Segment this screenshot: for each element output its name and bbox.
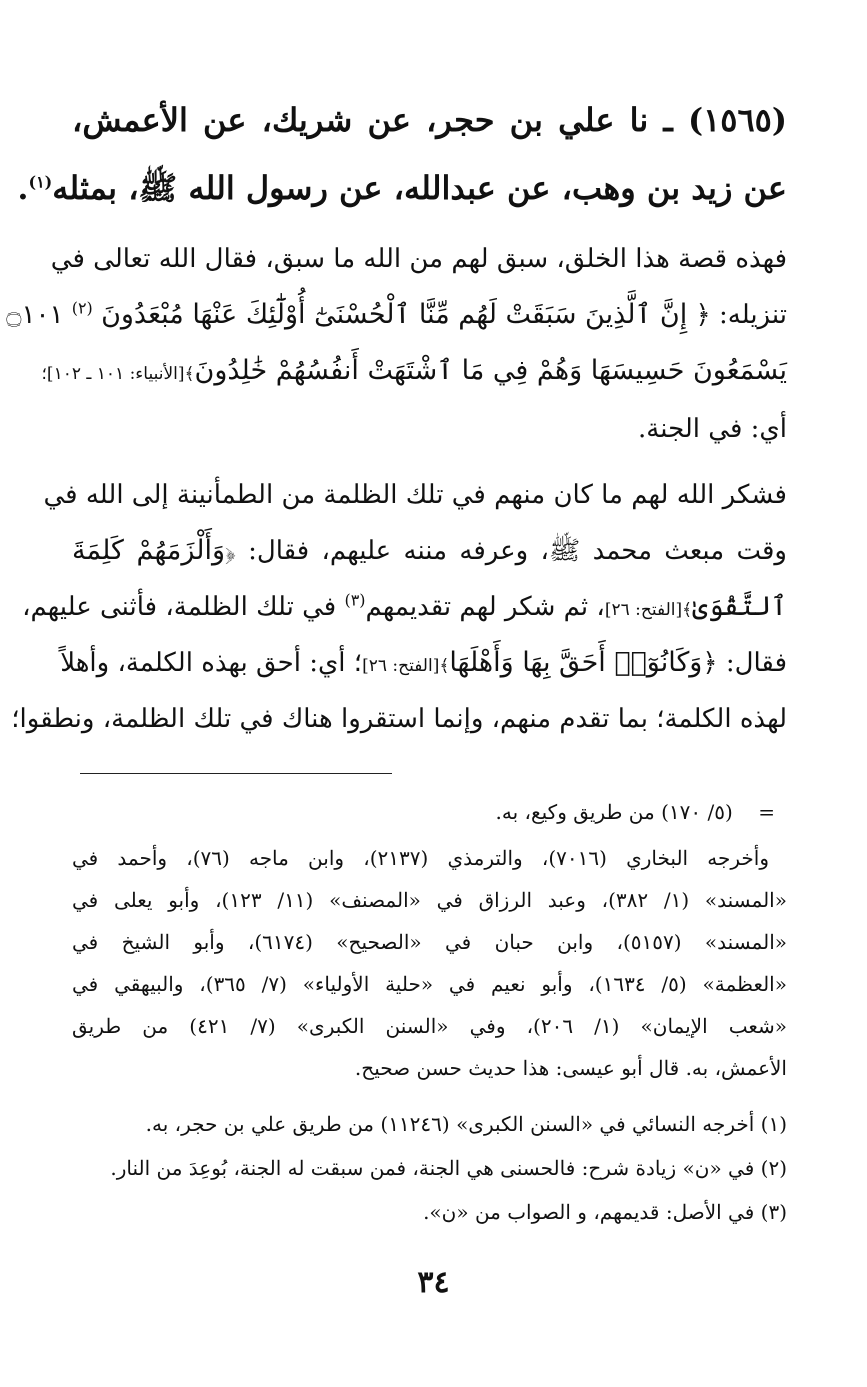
footnote-continuation-line-3: «المسند» (١/ ٣٨٢)، وعبد الرزاق في «المصنف» (١١/ ١٢٣)، وأبو يعلى في <box>72 888 787 912</box>
quran-verse-fath-26-a: وَأَلْزَمَهُمْ كَلِمَةَ <box>72 535 226 566</box>
paragraph1-line-1: فهذه قصة هذا الخلق، سبق لهم من الله ما سبق، فقال الله تعالى في <box>50 244 787 274</box>
quran-verse-anbiya-102: يَسْمَعُونَ حَسِيسَهَا وَهُمْ فِي مَا ٱشْتَهَتْ أَنفُسُهُمْ خَٰلِدُونَ <box>194 355 787 386</box>
paragraph2-line-3-text: ، ثم شكر لهم تقديمهم <box>365 592 605 622</box>
quran-reference-fath-2: ﴾[الفتح: ٢٦] <box>362 656 450 676</box>
paragraph2-line-4 <box>60 638 787 691</box>
paragraph2-line-2 <box>72 526 787 576</box>
footnote-3: (٣) في الأصل: قديمهم، و الصواب من «ن». <box>423 1200 787 1224</box>
quran-reference-fath-1: ﴾[الفتح: ٢٦] <box>604 600 693 620</box>
hadith-line-1: (١٥٦٥) ـ نا علي بن حجر، عن شريك، عن الأعمش، <box>72 101 787 139</box>
paragraph1-line-2-intro: تنزيله: ﴿ <box>695 300 787 330</box>
footnote-divider <box>80 773 392 774</box>
paragraph2-line-5: لهذه الكلمة؛ بما تقدم منهم، وإنما استقروا هناك في تلك الظلمة، ونطقوا؛ <box>11 704 787 734</box>
paragraph1-line-2 <box>6 290 787 340</box>
footnote-continuation-line-6: «شعب الإيمان» (١/ ٢٠٦)، وفي «السنن الكبرى» (٧/ ٤٢١) من طريق <box>72 1014 787 1038</box>
footnote-marker-3[interactable]: (٣) <box>344 590 366 610</box>
hadith-line-2 <box>17 160 787 216</box>
paragraph2-line-4-intro: فقال: ﴿ <box>702 648 787 678</box>
footnote-continuation-line-4: «المسند» (٥١٥٧)، وابن حبان في «الصحيح» (٦١٧٤)، وأبو الشيخ في <box>72 930 787 954</box>
footnote-continuation-line-1 <box>72 792 775 832</box>
footnote-2: (٢) في «ن» زيادة شرح: فالحسنى هي الجنة، فمن سبقت له الجنة، بُوعِدَ من النار. <box>110 1156 787 1180</box>
quran-verse-fath-26-c: وَكَانُوٓا۟ أَحَقَّ بِهَا وَأَهْلَهَا <box>449 647 703 678</box>
paragraph1-line-3 <box>41 346 787 399</box>
footnote-continuation-line-7: الأعمش، به. قال أبو عيسى: هذا حديث حسن صحيح. <box>354 1056 787 1080</box>
paragraph2-line-2-text: وقت مبعث محمد ﷺ، وعرفه مننه عليهم، فقال: ﴿ <box>225 536 787 566</box>
paragraph2-line-3-end: في تلك الظلمة، فأثنى عليهم، <box>22 592 345 622</box>
footnote-continuation-line-2: وأخرجه البخاري (٧٠١٦)، والترمذي (٢١٣٧)، وابن ماجه (٧٦)، وأحمد في <box>72 846 769 870</box>
paragraph2-line-4-text: ؛ أي: أحق بهذه الكلمة، وأهلاً <box>60 648 363 678</box>
quran-verse-fath-26-b: ٱلتَّقْوَىٰ <box>692 591 787 622</box>
footnote-1: (١) أخرجه النسائي في «السنن الكبرى» (١١٢٤٦) من طريق علي بن حجر، به. <box>145 1112 787 1136</box>
paragraph2-line-1: فشكر الله لهم ما كان منهم في تلك الظلمة من الطمأنينة إلى الله في <box>43 480 787 510</box>
footnote-marker-2[interactable]: (٢) <box>71 298 93 318</box>
quran-reference-anbiya: ﴾[الأنبياء: ١٠١ ـ ١٠٢]؛ <box>41 364 195 384</box>
footnote-continuation-line-5: «العظمة» (٥/ ١٦٣٤)، وأبو نعيم في «حلية الأولياء» (٧/ ٣٦٥)، والبيهقي في <box>72 972 787 996</box>
quran-verse-anbiya-101: إِنَّ ٱلَّذِينَ سَبَقَتْ لَهُم مِّنَّا ٱلْحُسْنَىٰٓ أُوْلَٰٓئِكَ عَنْهَا مُبْعَدُونَ <box>101 299 688 330</box>
continuation-mark: = <box>758 800 775 824</box>
page-number: ٣٤ <box>417 1265 450 1300</box>
hadith-line-2-end: . <box>17 169 29 207</box>
ayah-number-ornament: ۝١٠١ <box>6 300 64 330</box>
continuation-text: (٥/ ١٧٠) من طريق وكيع، به. <box>495 800 733 824</box>
paragraph1-line-4: أي: في الجنة. <box>638 414 787 444</box>
hadith-line-2-text: عن زيد بن وهب، عن عبدالله، عن رسول الله ﷺ، بمثله <box>52 169 787 207</box>
footnote-marker-1[interactable]: (١) <box>28 172 53 192</box>
paragraph2-line-3 <box>22 582 787 635</box>
